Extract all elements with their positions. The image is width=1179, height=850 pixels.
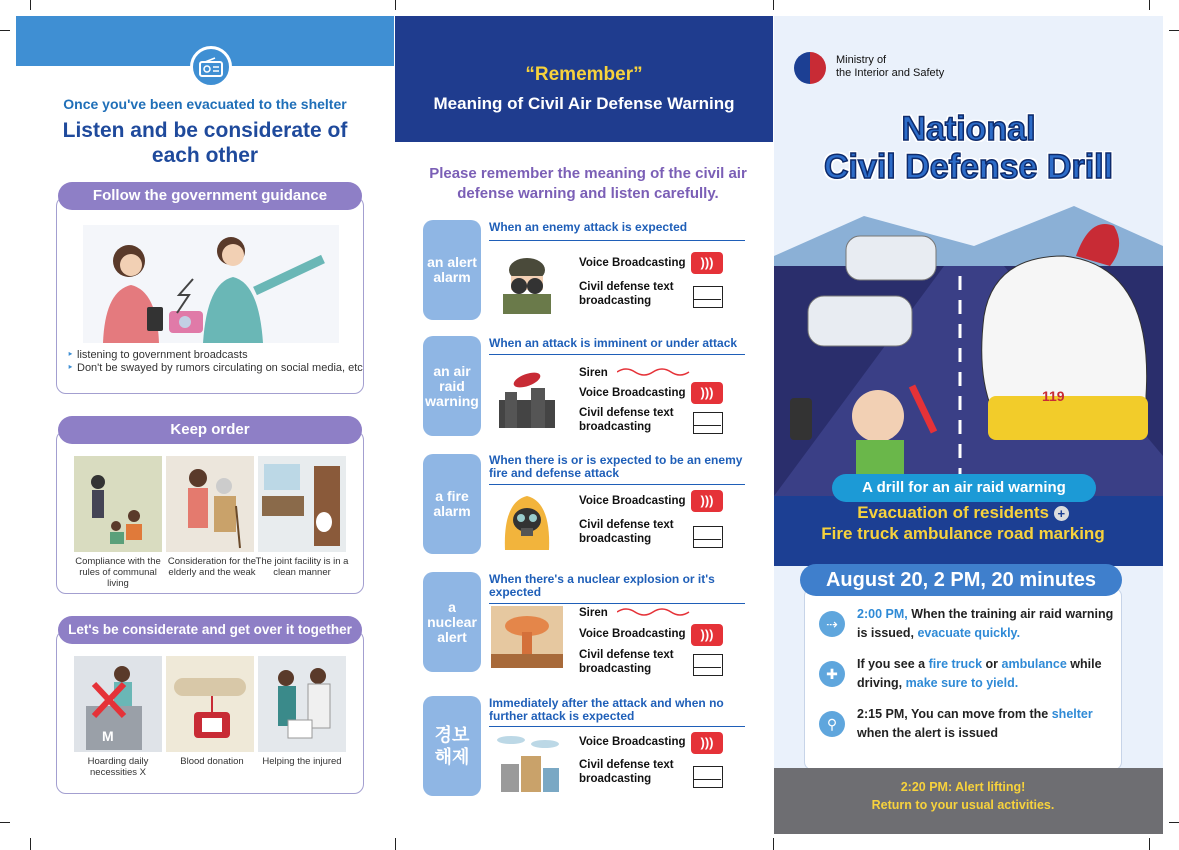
bullet-item: ‣ Don't be swayed by rumors circulating on social media, etc [67,362,363,375]
walking-person-icon: ⚲ [819,711,845,737]
exit-icon: ⇢ [819,611,845,637]
highlight-text: make sure to yield. [905,676,1019,690]
remember-label: “Remember” [525,64,643,85]
basket-letter: M [102,728,114,744]
envelope-icon [693,654,723,676]
bullet-item: ‣ listening to government broadcasts [67,349,363,362]
caption: Consideration for the elderly and the weak [167,556,257,578]
title-line: National [901,110,1036,148]
body-text: 2:15 PM, You can move from the [857,707,1052,721]
panel1-subtitle: Once you've been evacuated to the shelter [63,96,347,112]
speaker-icon: ))) [691,382,723,404]
tag-alert-lifted: 경보 해제 [423,696,481,796]
ministry-line: Ministry of [836,54,887,66]
caption: Compliance with the rules of communal living [75,556,161,589]
schedule-box [804,588,1122,770]
body-text: when the alert is issued [857,726,999,740]
section-divider [489,603,745,604]
section-title: When there is or is expected to be an enemy fire and defense attack [489,453,743,480]
body-text: while driving, [857,657,1102,690]
ministry-logo-icon [794,52,826,84]
gas-mask-illustration [491,488,563,550]
crop-mark [395,0,396,10]
truck-number: 119 [1042,388,1065,404]
highlight-text: fire truck [928,657,983,671]
lift-line: Return to your usual activities. [871,798,1055,812]
crop-mark [395,838,396,850]
tag-fire-alarm: a fire alarm [423,454,481,554]
soldier-binoculars-illustration [491,252,563,314]
crop-mark [0,30,10,31]
section-title: When there's a nuclear explosion or it's expected [489,572,715,599]
helping-injured-illustration [258,656,346,752]
caption: Hoarding daily necessities X [87,756,149,778]
evacuation-line [774,503,1152,523]
siren-wave-icon [617,366,693,378]
evac-text: Evacuation of residents [857,503,1050,522]
caption: Blood donation [180,756,244,767]
together-header: Let's be considerate and get over it together [58,616,362,644]
caption: The joint facility is in a clean manner [255,556,349,578]
drill-title [774,110,1163,186]
radio-icon [190,46,232,88]
ambulance-icon: ✚ [819,661,845,687]
item-label: Civil defense text broadcasting [579,407,674,433]
crop-mark [0,822,10,823]
crop-mark [773,838,774,850]
caption: Helping the injured [262,756,342,767]
title-line: Civil Defense Drill [823,148,1114,186]
item-label: Voice Broadcasting [579,495,686,507]
panel1-title [16,118,394,168]
clean-facility-illustration [258,456,346,552]
crop-mark [30,0,31,10]
item-label: Voice Broadcasting [579,387,686,399]
ministry-line: the Interior and Safety [836,67,945,79]
hoarding-illustration [74,656,162,752]
item-label: Voice Broadcasting [579,736,686,748]
crop-mark [1149,0,1150,10]
schedule-item [857,705,1119,743]
speaker-icon: ))) [691,624,723,646]
lift-line: 2:20 PM: Alert lifting! [900,780,1026,794]
speaker-icon: ))) [691,732,723,754]
guidance-bullets [67,349,363,375]
item-label: Voice Broadcasting [579,257,686,269]
ministry-name [836,54,944,80]
panel2-title: Meaning of Civil Air Defense Warning [433,94,735,113]
keep-order-header: Keep order [58,416,362,444]
crop-mark [773,0,774,10]
body-text: or [982,657,1002,671]
section-title: When an attack is imminent or under attack [489,336,738,350]
title-line: each other [151,144,259,167]
drill-date-pill: August 20, 2 PM, 20 minutes [800,564,1122,596]
siren-wave-icon [617,606,693,618]
rebuilt-town-illustration [491,732,563,794]
panel2-intro: Please remember the meaning of the civil air defense warning and listen carefully. [429,165,747,202]
item-label: Civil defense text broadcasting [579,519,674,545]
speaker-icon: ))) [691,252,723,274]
item-label: Voice Broadcasting [579,628,686,640]
guidance-illustration [83,225,339,343]
missile-illustration [491,366,563,428]
panel-shelter-etiquette [16,16,394,834]
title-line: Listen and be considerate of [62,119,348,142]
item-label: Siren [579,607,608,619]
schedule-item [857,655,1119,693]
panel-drill-cover [774,16,1163,834]
crop-mark [1149,838,1150,850]
elderly-care-illustration [166,456,254,552]
tag-air-raid-warning: an air raid warning [423,336,481,436]
crop-mark [1169,822,1179,823]
item-label: Civil defense text broadcasting [579,759,674,785]
section-divider [489,240,745,241]
envelope-icon [693,766,723,788]
road-scene-illustration [774,196,1163,496]
highlight-text: ambulance [1001,657,1067,671]
blood-donation-illustration [166,656,254,752]
road-marking-line: Fire truck ambulance road marking [821,524,1105,543]
envelope-icon [693,286,723,308]
item-label: Civil defense text broadcasting [579,281,674,307]
item-label: Civil defense text broadcasting [579,649,674,675]
body-text: If you see a [857,657,929,671]
drill-type-pill: A drill for an air raid warning [832,474,1096,502]
schedule-item [857,605,1119,643]
panel-warning-meaning [395,16,773,834]
tag-alert-alarm: an alert alarm [423,220,481,320]
envelope-icon [693,412,723,434]
nuclear-explosion-illustration [491,606,563,668]
envelope-icon [693,526,723,548]
section-title: Immediately after the attack and when no further attack is expected [489,696,724,723]
plus-icon: + [1054,506,1069,521]
crop-mark [1169,30,1179,31]
speaker-icon: ))) [691,490,723,512]
item-label: Siren [579,367,608,379]
communal-rules-illustration [74,456,162,552]
section-divider [489,726,745,727]
section-title: When an enemy attack is expected [489,220,688,234]
crop-mark [30,838,31,850]
highlight-text: evacuate quickly. [917,626,1021,640]
body-text: When the training air raid warning is issued, [857,607,1114,640]
highlight-text: shelter [1051,707,1093,721]
guidance-header: Follow the government guidance [58,182,362,210]
highlight-text: 2:00 PM, [857,607,912,621]
section-divider [489,354,745,355]
tag-nuclear-alert: a nuclear alert [423,572,481,672]
guidance-box [56,196,364,394]
section-divider [489,484,745,485]
